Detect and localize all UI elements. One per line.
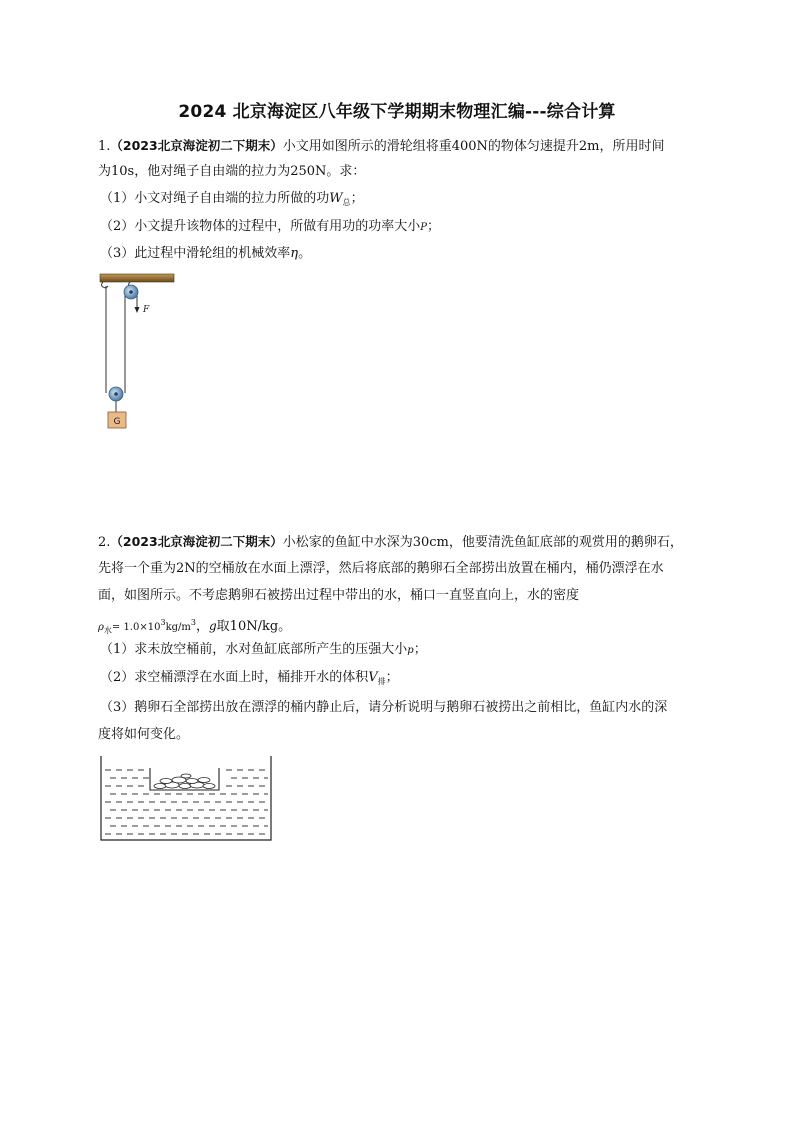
page-title: 2024 北京海淀区八年级下学期期末物理汇编---综合计算 [178,102,616,122]
q1-part3: （3）此过程中滑轮组的机械效率η。 [100,246,312,261]
q2-stem-a: 小松家的鱼缸中水深为30cm，他要清洗鱼缸底部的观赏用的鹅卵石， [282,535,683,550]
q2-part1: （1）求未放空桶前，水对鱼缸底部所产生的压强大小p； [100,642,427,657]
q1-part1: （1）小文对绳子自由端的拉力所做的功$W_总$； [100,191,364,207]
ceiling-beam [100,274,174,282]
pulley-figure [98,270,178,432]
force-arrow-icon [135,307,140,313]
q1-part2: （2）小文提升该物体的过程中，所做有用功的功率大小P； [100,219,441,234]
q1-number: 1. [98,139,111,154]
q2-source: （2023北京海淀初二下期末） [110,534,283,549]
hook [102,282,109,288]
fixed-pulley-axle [129,290,133,294]
q1-eta-symbol: η [290,246,299,261]
q1-source: （2023北京海淀初二下期末） [110,138,283,153]
force-label: F [143,305,150,315]
q1-work-symbol: W [329,191,343,206]
q1-power-symbol: P [420,222,428,233]
q1-stem-line2: 为10s，他对绳子自由端的拉力为250N。求： [98,164,366,179]
fish-tank-figure [98,754,274,846]
q2-pressure-symbol: p [407,645,414,656]
q2-stem-line2: 先将一个重为2N的空桶放在水面上漂浮，然后将底部的鹅卵石全部捞出放置在桶内，桶仍漂浮在水 [98,561,664,576]
q2-number: 2. [98,535,111,550]
rho-symbol: ρ [98,622,104,633]
weight-label: G [113,417,121,427]
q1-stem-line1 [98,138,665,155]
q1-stem-a: 小文用如图所示的滑轮组将重400N的物体匀速提升2m，所用时间 [282,139,665,154]
q2-volume-symbol: V [368,670,378,685]
movable-pulley-axle [114,392,118,396]
g-symbol: g [208,619,217,633]
q2-stem-line1 [98,534,683,551]
q2-stem-line3: 面，如图所示。不考虑鹅卵石被捞出过程中带出的水，桶口一直竖直向上，水的密度 [98,588,580,603]
q2-part3-line2: 度将如何变化。 [98,727,190,742]
q2-part3-line1: （3）鹅卵石全部捞出放在漂浮的桶内静止后，请分析说明与鹅卵石被捞出之前相比，鱼缸内水的深 [100,700,668,715]
q2-part2: （2）求空桶漂浮在水面上时，桶排开水的体积$V_排$； [100,670,399,686]
q2-density-line: $\rho_水= 1.0\times 10^3kg/m^3$，g取10N/kg。 [98,618,292,635]
